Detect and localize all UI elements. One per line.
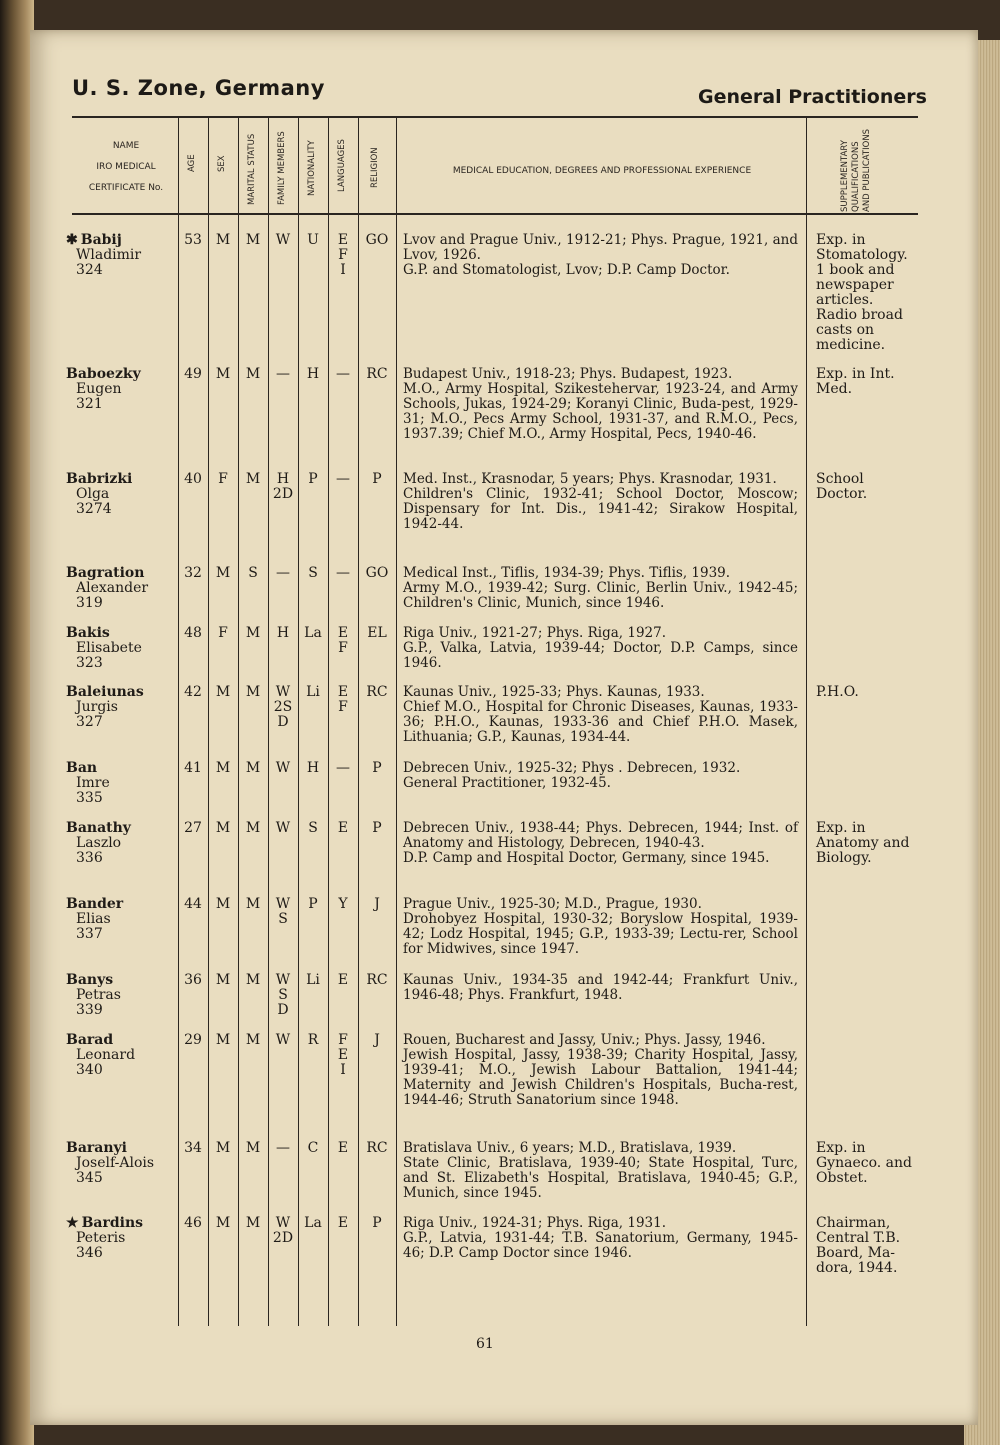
surname-line <box>66 233 178 248</box>
certificate-number: 335 <box>76 790 103 806</box>
name-cell <box>66 472 178 517</box>
nat-cell: U <box>307 232 319 248</box>
family-cell: H 2D <box>272 471 294 502</box>
given-name: Joself-Alois <box>76 1155 155 1171</box>
col-sup-line: SUPPLEMENTARY <box>840 140 850 212</box>
surname: Barad <box>66 1032 114 1048</box>
supplementary-cell: School Doctor. <box>816 471 868 502</box>
name-column-header <box>80 136 172 199</box>
family-cell: W <box>275 820 291 836</box>
marital-cell: M <box>245 366 261 382</box>
experience-cell: Debrecen Univ., 1925-32; Phys . Debrecen, 1932. General Practitioner, 1932-45. <box>403 760 741 791</box>
family-cell: W S D <box>275 972 291 1018</box>
nat-cell: La <box>304 625 322 641</box>
name-cell <box>66 973 178 1018</box>
experience-cell: Prague Univ., 1925-30; M.D., Prague, 1930. Drohobyez Hospital, 1930-32; Boryslow Hospital, 1939-42; Lodz Hospital, 1945; G.P., 1933-39; Lectu-rer, School for Midwives, since 1947. <box>403 896 798 957</box>
rel-cell: P <box>372 471 382 487</box>
supplementary-cell: Exp. in Int. Med. <box>816 366 895 397</box>
nat-cell: C <box>307 1140 319 1156</box>
name-cell <box>66 626 178 671</box>
name-cell <box>66 367 178 412</box>
sex-cell: M <box>215 972 231 988</box>
rel-cell: RC <box>366 1140 388 1156</box>
name-cell <box>66 685 178 730</box>
nat-cell: La <box>304 1215 322 1231</box>
lang-cell: E <box>337 820 349 836</box>
given-name: Imre <box>76 775 110 791</box>
religion-column-header: RELIGION <box>370 147 380 188</box>
lang-cell: E F I <box>337 232 349 278</box>
nat-cell: P <box>308 896 318 912</box>
lang-cell: — <box>336 760 350 776</box>
rel-cell: GO <box>365 565 389 581</box>
col-sup-line: QUALIFICATIONS <box>851 141 861 212</box>
certificate-number: 336 <box>76 850 103 866</box>
surname: Banys <box>66 972 114 988</box>
sex-cell: M <box>215 1140 231 1156</box>
surname-line <box>66 973 178 988</box>
age-cell: 44 <box>184 896 202 912</box>
marital-cell: M <box>245 896 261 912</box>
surname: Bakis <box>66 625 110 641</box>
marital-cell: M <box>245 625 261 641</box>
surname-line <box>66 367 178 382</box>
supplementary-cell: P.H.O. <box>816 684 859 700</box>
table-top-rule <box>72 116 918 118</box>
marital-cell: M <box>245 1215 261 1231</box>
nat-cell: H <box>306 760 320 776</box>
supplementary-column-header <box>840 129 873 212</box>
given-name: Olga <box>76 486 110 502</box>
col-name-line: NAME <box>112 141 140 151</box>
given-name: Wladimir <box>76 247 142 263</box>
given-name: Petras <box>76 987 121 1003</box>
rel-cell: RC <box>366 684 388 700</box>
sex-cell: F <box>218 625 228 641</box>
experience-cell: Budapest Univ., 1918-23; Phys. Budapest, 1923. M.O., Army Hospital, Szikestehervar, 1923-24, and Army Schools, Jukas, 1924-29; Koranyi Clinic, Buda-pest, 1929-31; M.O., Pecs Army School, 1931-37, and R.M.O., Pecs, 1937.39; Chief M.O., Army Hospital, Pecs, 1940-46. <box>403 366 798 442</box>
given-name: Leonard <box>76 1047 136 1063</box>
name-cell <box>66 761 178 806</box>
given-name: Peteris <box>76 1230 126 1246</box>
sex-column-header: SEX <box>217 155 227 172</box>
experience-cell: Medical Inst., Tiflis, 1934-39; Phys. Tiflis, 1939. Army M.O., 1939-42; Surg. Clinic, Berlin Univ., 1942-45; Children's Clinic, Munich, since 1946. <box>403 565 798 611</box>
lang-cell: E <box>337 1215 349 1231</box>
nat-cell: Li <box>306 684 320 700</box>
name-cell <box>66 233 178 278</box>
certificate-number: 337 <box>76 926 103 942</box>
sex-cell: M <box>215 565 231 581</box>
certificate-number: 319 <box>76 595 103 611</box>
entry-marker-icon: ✱ <box>66 232 78 248</box>
sex-cell: M <box>215 1215 231 1231</box>
surname: Bardins <box>81 1215 144 1231</box>
surname-line <box>66 685 178 700</box>
age-cell: 32 <box>184 565 202 581</box>
certificate-number: 346 <box>76 1245 103 1261</box>
col-divider <box>396 116 397 1326</box>
surname-line <box>66 626 178 641</box>
age-cell: 48 <box>184 625 202 641</box>
lang-cell: — <box>336 471 350 487</box>
certificate-number: 345 <box>76 1170 103 1186</box>
age-cell: 40 <box>184 471 202 487</box>
certificate-number: 3274 <box>76 501 112 517</box>
experience-cell: Riga Univ., 1924-31; Phys. Riga, 1931. G.P., Latvia, 1931-44; T.B. Sanatorium, Germany, 1945-46; D.P. Camp Doctor since 1946. <box>403 1215 798 1261</box>
age-cell: 41 <box>184 760 202 776</box>
given-name: Laszlo <box>76 835 122 851</box>
supplementary-cell: Chairman, Central T.B. Board, Ma-dora, 1944. <box>816 1215 901 1276</box>
rel-cell: P <box>372 760 382 776</box>
marital-cell: M <box>245 972 261 988</box>
supplementary-cell: Exp. in Gynaeco. and Obstet. <box>816 1140 912 1186</box>
family-column-header: FAMILY MEMBERS <box>277 131 287 205</box>
certificate-number: 323 <box>76 655 103 671</box>
family-cell: W <box>275 1032 291 1048</box>
nat-cell: H <box>306 366 320 382</box>
name-cell <box>66 897 178 942</box>
col-divider <box>806 116 807 1326</box>
rel-cell: RC <box>366 366 388 382</box>
name-cell <box>66 1033 178 1078</box>
sex-cell: M <box>215 1032 231 1048</box>
nat-cell: S <box>308 820 318 836</box>
section-title: General Practitioners <box>698 86 927 108</box>
family-cell: H <box>276 625 290 641</box>
age-cell: 42 <box>184 684 202 700</box>
experience-cell: Med. Inst., Krasnodar, 5 years; Phys. Krasnodar, 1931. Children's Clinic, 1932-41; School Doctor, Moscow; Dispensary for Int. Dis., 1941-42; Sirakow Hospital, 1942-44. <box>403 471 798 532</box>
surname: Bander <box>66 896 124 912</box>
nat-cell: Li <box>306 972 320 988</box>
family-cell: W 2S D <box>273 684 293 730</box>
rel-cell: P <box>372 1215 382 1231</box>
family-cell: — <box>276 1140 290 1156</box>
surname-line <box>66 821 178 836</box>
col-sup-line: AND PUBLICATIONS <box>862 128 872 212</box>
education-column-header: MEDICAL EDUCATION, DEGREES AND PROFESSIONAL EXPERIENCE <box>452 166 752 176</box>
surname-line <box>66 897 178 912</box>
surname-line <box>66 1033 178 1048</box>
supplementary-cell: Exp. in Anatomy and Biology. <box>816 820 910 866</box>
rel-cell: RC <box>366 972 388 988</box>
book-spine <box>0 0 34 1445</box>
marital-cell: M <box>245 760 261 776</box>
marital-cell: M <box>245 232 261 248</box>
rel-cell: GO <box>365 232 389 248</box>
rel-cell: P <box>372 820 382 836</box>
marital-cell: M <box>245 1032 261 1048</box>
family-cell: W <box>275 232 291 248</box>
rel-cell: J <box>374 896 380 912</box>
surname: Babij <box>80 232 122 248</box>
name-cell <box>66 1141 178 1186</box>
age-cell: 34 <box>184 1140 202 1156</box>
surname: Baboezky <box>66 366 141 382</box>
given-name: Alexander <box>76 580 149 596</box>
age-cell: 49 <box>184 366 202 382</box>
age-cell: 29 <box>184 1032 202 1048</box>
sex-cell: M <box>215 232 231 248</box>
marital-column-header: MARITAL STATUS <box>247 133 257 205</box>
family-cell: W S <box>275 896 291 927</box>
given-name: Eugen <box>76 381 122 397</box>
surname-line <box>66 566 178 581</box>
sex-cell: M <box>215 820 231 836</box>
languages-column-header: LANGUAGES <box>337 139 347 192</box>
experience-cell: Bratislava Univ., 6 years; M.D., Bratislava, 1939. State Clinic, Bratislava, 1939-40; State Hospital, Turc, and St. Elizabeth's Hospital, Bratislava, 1940-45; G.P., Munich, since 1945. <box>403 1140 798 1201</box>
certificate-number: 321 <box>76 396 103 412</box>
lang-cell: E F <box>337 625 349 656</box>
surname-line <box>66 1216 178 1231</box>
family-cell: — <box>276 366 290 382</box>
name-cell <box>66 566 178 611</box>
given-name: Jurgis <box>76 699 118 715</box>
lang-cell: E <box>337 1140 349 1156</box>
age-column-header: AGE <box>187 154 197 172</box>
name-cell <box>66 1216 178 1261</box>
given-name: Elisabete <box>76 640 142 656</box>
lang-cell: — <box>336 366 350 382</box>
surname: Bagration <box>66 565 145 581</box>
page-number: 61 <box>476 1336 494 1352</box>
rel-cell: EL <box>367 625 387 641</box>
age-cell: 27 <box>184 820 202 836</box>
lang-cell: F E I <box>337 1032 349 1078</box>
experience-cell: Riga Univ., 1921-27; Phys. Riga, 1927. G.P., Valka, Latvia, 1939-44; Doctor, D.P. Camps, since 1946. <box>403 625 798 671</box>
sex-cell: M <box>215 896 231 912</box>
lang-cell: — <box>336 565 350 581</box>
surname: Baleiunas <box>66 684 144 700</box>
marital-cell: M <box>245 820 261 836</box>
lang-cell: E <box>337 972 349 988</box>
certificate-number: 324 <box>76 262 103 278</box>
surname-line <box>66 472 178 487</box>
experience-cell: Lvov and Prague Univ., 1912-21; Phys. Prague, 1921, and Lvov, 1926. G.P. and Stomatologist, Lvov; D.P. Camp Doctor. <box>403 232 798 278</box>
sex-cell: F <box>218 471 228 487</box>
given-name: Elias <box>76 911 111 927</box>
nat-cell: P <box>308 471 318 487</box>
col-name-line: CERTIFICATE No. <box>88 183 164 193</box>
nat-cell: R <box>307 1032 319 1048</box>
col-name-line: IRO MEDICAL <box>96 162 156 172</box>
surname-line <box>66 1141 178 1156</box>
surname: Babrizki <box>66 471 133 487</box>
age-cell: 36 <box>184 972 202 988</box>
name-cell <box>66 821 178 866</box>
entry-marker-icon: ★ <box>66 1215 79 1231</box>
sex-cell: M <box>215 366 231 382</box>
lang-cell: E F <box>337 684 349 715</box>
zone-title: U. S. Zone, Germany <box>72 76 325 100</box>
table-header-rule <box>72 213 918 215</box>
family-cell: W <box>275 760 291 776</box>
experience-cell: Kaunas Univ., 1934-35 and 1942-44; Frankfurt Univ., 1946-48; Phys. Frankfurt, 1948. <box>403 972 798 1003</box>
experience-cell: Kaunas Univ., 1925-33; Phys. Kaunas, 1933. Chief M.O., Hospital for Chronic Diseases, Kaunas, 1933-36; P.H.O., Kaunas, 1933-36 and Chief P.H.O. Masek, Lithuania; G.P., Kaunas, 1934-44. <box>403 684 798 745</box>
age-cell: 46 <box>184 1215 202 1231</box>
family-cell: W 2D <box>272 1215 294 1246</box>
sex-cell: M <box>215 760 231 776</box>
family-cell: — <box>276 565 290 581</box>
marital-cell: M <box>245 1140 261 1156</box>
supplementary-cell: Exp. in Stomatology. 1 book and newspaper articles. Radio broad casts on medicine. <box>816 232 908 353</box>
lang-cell: Y <box>338 896 348 912</box>
marital-cell: M <box>245 684 261 700</box>
sex-cell: M <box>215 684 231 700</box>
marital-cell: M <box>245 471 261 487</box>
surname: Baranyi <box>66 1140 127 1156</box>
experience-cell: Rouen, Bucharest and Jassy, Univ.; Phys. Jassy, 1946. Jewish Hospital, Jassy, 1938-39; Charity Hospital, Jassy, 1939-41; M.O., Jewish Labour Battalion, 1941-44; Maternity and Jewish Children's Hospitals, Bucha-rest, 1944-46; Struth Sanatorium since 1948. <box>403 1032 798 1108</box>
marital-cell: S <box>248 565 258 581</box>
certificate-number: 327 <box>76 714 103 730</box>
experience-cell: Debrecen Univ., 1938-44; Phys. Debrecen, 1944; Inst. of Anatomy and Histology, Debrecen, 1940-43. D.P. Camp and Hospital Doctor, Germany, since 1945. <box>403 820 798 866</box>
nat-cell: S <box>308 565 318 581</box>
surname: Ban <box>66 760 98 776</box>
nationality-column-header: NATIONALITY <box>307 140 317 196</box>
surname: Banathy <box>66 820 131 836</box>
age-cell: 53 <box>184 232 202 248</box>
certificate-number: 339 <box>76 1002 103 1018</box>
certificate-number: 340 <box>76 1062 103 1078</box>
rel-cell: J <box>374 1032 380 1048</box>
surname-line <box>66 761 178 776</box>
